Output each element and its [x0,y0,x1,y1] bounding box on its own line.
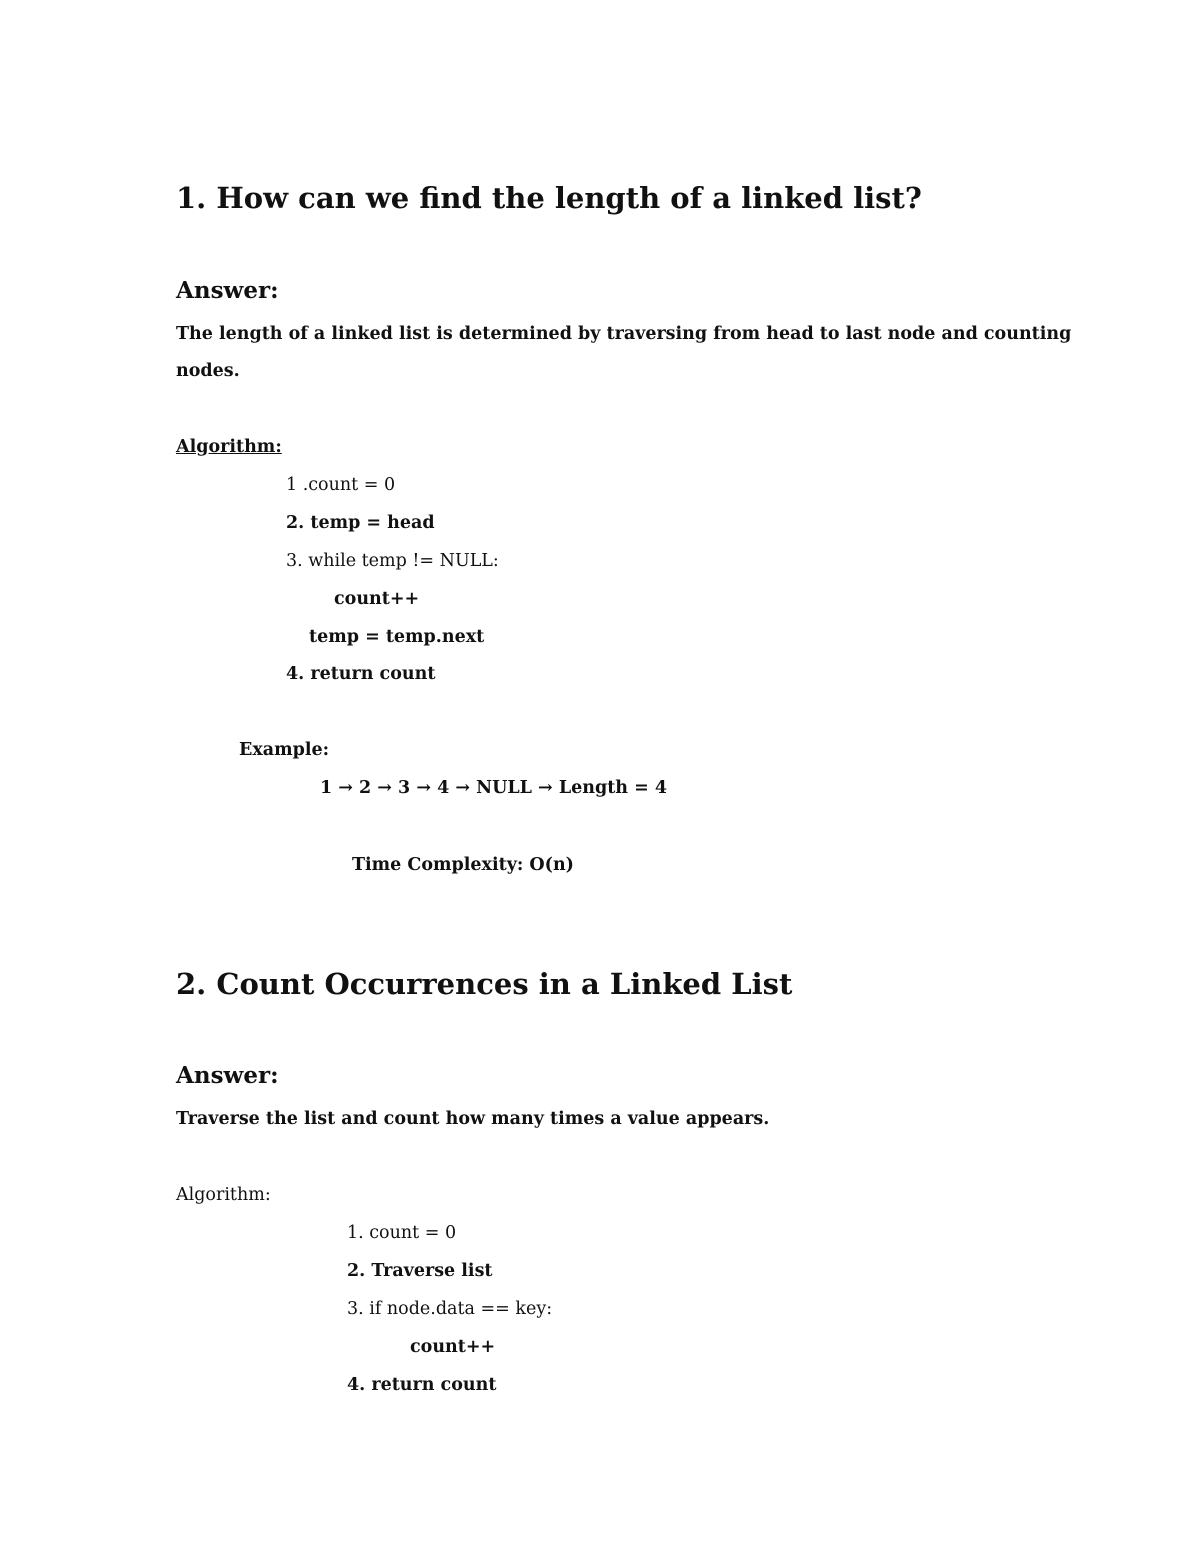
q2-title: 2. Count Occurrences in a Linked List [176,967,793,1001]
q2-step-1: 1. count = 0 [347,1223,457,1243]
q1-step-1: 1 .count = 0 [286,475,396,495]
q2-algorithm-label: Algorithm: [176,1185,271,1205]
q1-step-3a: count++ [334,589,420,609]
q2-step-4: 4. return count [347,1375,497,1395]
q2-step-3: 3. if node.data == key: [347,1299,553,1319]
q2-answer-label: Answer: [176,1062,279,1089]
q1-answer-line-1: The length of a linked list is determined by traversing from head to last node and counting [176,324,1072,344]
q1-step-4: 4. return count [286,664,436,684]
q1-title: 1. How can we find the length of a linked list? [176,181,922,215]
q1-answer-line-2: nodes. [176,361,240,381]
q2-step-2: 2. Traverse list [347,1261,493,1281]
q1-step-2: 2. temp = head [286,513,435,533]
q1-algorithm-label: Algorithm: [176,437,282,457]
q1-example-label: Example: [239,740,330,760]
q2-step-3a: count++ [410,1337,496,1357]
q1-step-3b: temp = temp.next [309,627,485,647]
q2-answer-line-1: Traverse the list and count how many times a value appears. [176,1109,770,1129]
q1-example: 1 → 2 → 3 → 4 → NULL → Length = 4 [320,778,668,798]
q1-answer-label: Answer: [176,277,279,304]
q1-complexity: Time Complexity: O(n) [352,855,574,875]
q1-step-3: 3. while temp != NULL: [286,551,499,571]
